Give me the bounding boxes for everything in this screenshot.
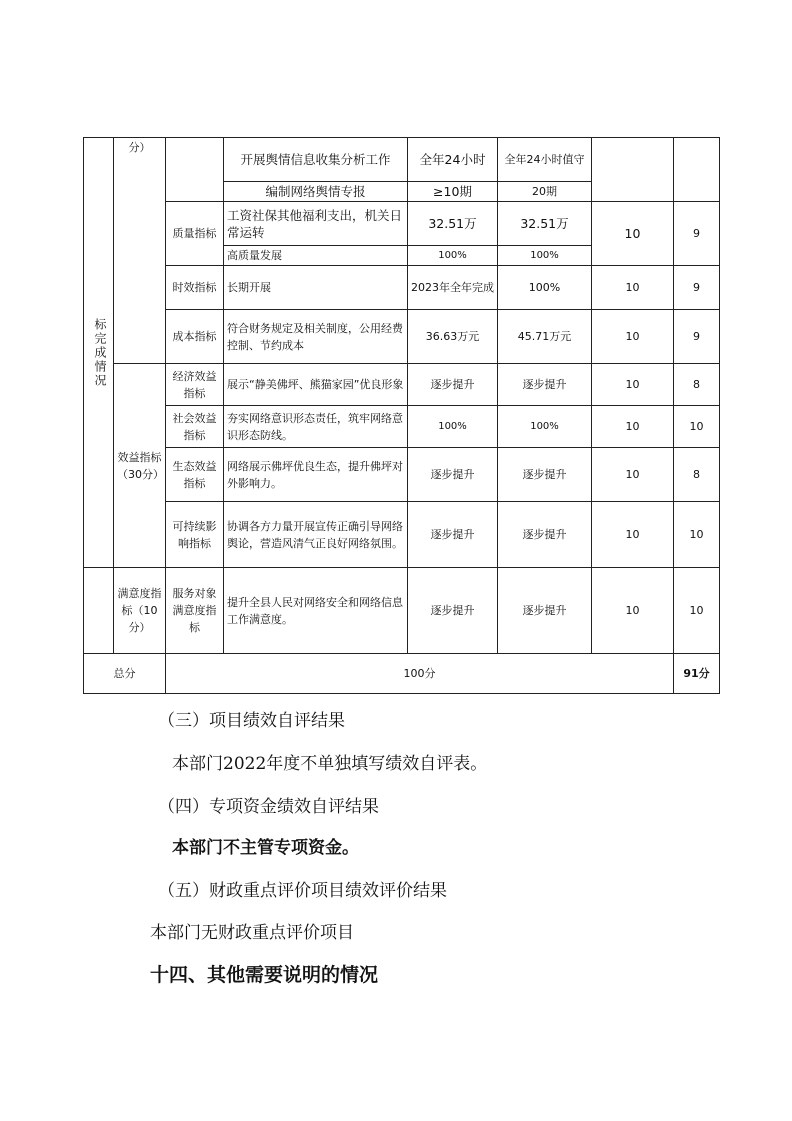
content-cell: 长期开展 [224,266,408,310]
total-value: 100分 [166,654,674,694]
weight-cell: 10 [592,502,674,568]
paragraph-special-funds: 本部门不主管专项资金。 [172,838,359,858]
weight-cell: 10 [592,266,674,310]
content-cell: 编制网络舆情专报 [224,182,408,202]
group-label-benefit: 效益指标（30分） [114,364,166,568]
indicator-cell: 时效指标 [166,266,224,310]
score-cell: 10 [674,568,720,654]
weight-cell: 10 [592,406,674,448]
indicator-cell: 生态效益指标 [166,448,224,502]
section-heading-other-notes: 十四、其他需要说明的情况 [150,964,379,986]
paragraph-project-self-eval: 本部门2022年度不单独填写绩效自评表。 [172,754,488,774]
paragraph-fiscal-evaluation: 本部门无财政重点评价项目 [150,923,354,943]
target-cell: 逐步提升 [408,502,498,568]
total-label: 总分 [84,654,166,694]
score-cell: 8 [674,364,720,406]
weight-cell: 10 [592,202,674,266]
content-cell: 高质量发展 [224,246,408,266]
table-side-label: 标完成情况 [84,138,114,568]
performance-table [83,137,720,694]
actual-cell: 逐步提升 [498,568,592,654]
score-cell: 9 [674,202,720,266]
content-cell: 工资社保其他福利支出，机关日常运转 [224,202,408,246]
target-cell: ≥10期 [408,182,498,202]
content-cell: 符合财务规定及相关制度，公用经费控制、节约成本 [224,310,408,364]
indicator-cell: 社会效益指标 [166,406,224,448]
weight-cell: 10 [592,448,674,502]
actual-cell: 逐步提升 [498,502,592,568]
target-cell: 逐步提升 [408,568,498,654]
content-cell: 提升全县人民对网络安全和网络信息工作满意度。 [224,568,408,654]
content-cell: 夯实网络意识形态责任，筑牢网络意识形态防线。 [224,406,408,448]
target-cell: 逐步提升 [408,364,498,406]
target-cell: 36.63万元 [408,310,498,364]
score-cell: 10 [674,406,720,448]
target-cell: 全年24小时 [408,138,498,182]
actual-cell: 20期 [498,182,592,202]
total-score: 91分 [674,654,720,694]
actual-cell: 32.51万 [498,202,592,246]
actual-cell: 45.71万元 [498,310,592,364]
target-cell: 32.51万 [408,202,498,246]
content-cell: 开展舆情信息收集分析工作 [224,138,408,182]
actual-cell: 全年24小时值守 [498,138,592,182]
indicator-cell: 可持续影响指标 [166,502,224,568]
content-cell: 网络展示佛坪优良生态，提升佛坪对外影响力。 [224,448,408,502]
actual-cell: 逐步提升 [498,364,592,406]
score-cell: 9 [674,266,720,310]
indicator-cell: 服务对象满意度指标 [166,568,224,654]
group-label-output: 分） [114,138,166,364]
actual-cell: 逐步提升 [498,448,592,502]
target-cell: 100% [408,406,498,448]
score-cell: 9 [674,310,720,364]
actual-cell: 100% [498,406,592,448]
weight-cell: 10 [592,568,674,654]
target-cell: 逐步提升 [408,448,498,502]
score-cell: 8 [674,448,720,502]
target-cell: 100% [408,246,498,266]
actual-cell: 100% [498,246,592,266]
indicator-cell: 经济效益指标 [166,364,224,406]
group-label-satisfaction: 满意度指标（10分） [114,568,166,654]
section-heading-special-funds: （四）专项资金绩效自评结果 [158,797,379,817]
weight-cell: 10 [592,364,674,406]
content-cell: 协调各方力量开展宣传正确引导网络舆论，营造风清气正良好网络氛围。 [224,502,408,568]
content-cell: 展示“静美佛坪、熊猫家园”优良形象 [224,364,408,406]
section-heading-project-self-eval: （三）项目绩效自评结果 [158,711,345,731]
actual-cell: 100% [498,266,592,310]
section-heading-fiscal-evaluation: （五）财政重点评价项目绩效评价结果 [158,881,447,901]
score-cell: 10 [674,502,720,568]
indicator-cell: 质量指标 [166,202,224,266]
weight-cell: 10 [592,310,674,364]
target-cell: 2023年全年完成 [408,266,498,310]
indicator-cell: 成本指标 [166,310,224,364]
